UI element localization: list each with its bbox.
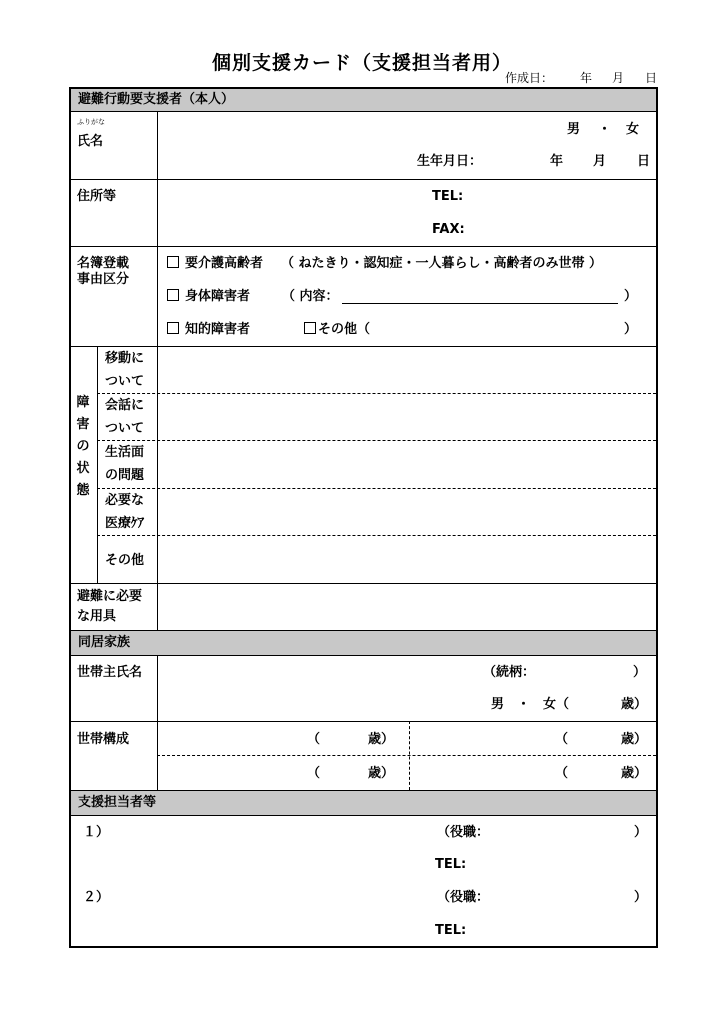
- supporter-2-label: ２）: [83, 890, 110, 905]
- support-card-form: [69, 87, 658, 948]
- other-close: ）: [624, 322, 638, 337]
- tel-label: TEL:: [432, 189, 464, 204]
- disability-row-daily-life: 生活面: [105, 445, 145, 460]
- head-age-unit: 歳）: [621, 697, 648, 712]
- option-other[interactable]: その他（: [304, 322, 370, 338]
- supporter-2-role: （役職：: [437, 890, 490, 905]
- disability-row-conversation: 会話に: [105, 398, 145, 413]
- disability-row-other: その他: [105, 553, 145, 568]
- physical-content-line[interactable]: [342, 303, 618, 304]
- sex-female[interactable]: 女: [626, 122, 640, 137]
- option-intellectual-disability[interactable]: 知的障害者: [167, 322, 250, 338]
- supporter-1-role: （役職：: [437, 825, 490, 840]
- head-sex-age: 男 ・ 女（: [491, 697, 570, 712]
- member-1-paren: （: [307, 732, 321, 747]
- section-person-header: 避難行動要支援者（本人）: [71, 89, 656, 111]
- disability-row-mobility: 移動に: [105, 351, 145, 366]
- disability-row-daily-life-2: の問題: [105, 468, 145, 483]
- supporter-1-label: １）: [83, 825, 110, 840]
- supporter-1-role-close: ）: [634, 825, 648, 840]
- supporter-1-tel: TEL:: [435, 857, 467, 872]
- date-month: 月: [612, 71, 625, 85]
- name-label: 氏名: [77, 134, 104, 149]
- option-physical-content: （ 内容：: [282, 289, 339, 304]
- equipment-label-2: な用具: [77, 609, 117, 624]
- member-3-paren: （: [307, 766, 321, 781]
- equipment-label-1: 避難に必要: [77, 589, 143, 604]
- checkbox-icon[interactable]: [167, 289, 179, 301]
- birthdate-label: 生年月日：: [417, 154, 483, 169]
- birth-day: 日: [637, 154, 651, 169]
- date-year: 年: [580, 71, 593, 85]
- option-physical-disability[interactable]: 身体障害者: [167, 289, 250, 305]
- disability-status-label: 障 害 の 状 態: [76, 395, 90, 498]
- reason-label-1: 名簿登載: [77, 256, 130, 271]
- disability-row-medical-care: 必要な: [105, 493, 145, 508]
- member-3-age: 歳）: [368, 766, 395, 781]
- date-label: 作成日：: [505, 71, 554, 85]
- disability-row-conversation-2: ついて: [105, 421, 145, 436]
- relation-close: ）: [633, 665, 647, 680]
- member-1-age: 歳）: [368, 732, 395, 747]
- checkbox-icon[interactable]: [167, 256, 179, 268]
- reason-label-2: 事由区分: [77, 272, 130, 287]
- member-2-age: 歳）: [621, 732, 648, 747]
- option-care-elderly[interactable]: 要介護高齢者: [167, 256, 263, 272]
- furigana-label: ふりがな: [77, 118, 105, 126]
- section-support-header: 支援担当者等: [71, 791, 656, 815]
- page-title: 個別支援カード（支援担当者用）: [211, 52, 512, 74]
- checkbox-icon[interactable]: [304, 322, 316, 334]
- section-family-header: 同居家族: [71, 631, 656, 655]
- disability-row-medical-care-2: 医療ｹｱ: [105, 516, 145, 531]
- supporter-2-tel: TEL:: [435, 923, 467, 938]
- member-2-paren: （: [555, 732, 569, 747]
- disability-row-mobility-2: ついて: [105, 374, 145, 389]
- member-4-age: 歳）: [621, 766, 648, 781]
- household-head-label: 世帯主氏名: [77, 665, 143, 680]
- birth-year: 年: [550, 154, 564, 169]
- option-care-detail: （ ねたきり・認知症・一人暮らし・高齢者のみ世帯 ）: [281, 256, 603, 271]
- relation-label: （続柄：: [483, 665, 536, 680]
- sex-male[interactable]: 男: [567, 122, 581, 137]
- date-day: 日: [645, 71, 658, 85]
- address-label: 住所等: [77, 189, 117, 204]
- member-4-paren: （: [555, 766, 569, 781]
- birth-month: 月: [593, 154, 607, 169]
- fax-label: FAX:: [432, 222, 465, 237]
- supporter-2-role-close: ）: [634, 890, 648, 905]
- household-composition-label: 世帯構成: [77, 732, 130, 747]
- checkbox-icon[interactable]: [167, 322, 179, 334]
- sex-dot: ・: [598, 122, 612, 137]
- physical-close: ）: [624, 289, 638, 304]
